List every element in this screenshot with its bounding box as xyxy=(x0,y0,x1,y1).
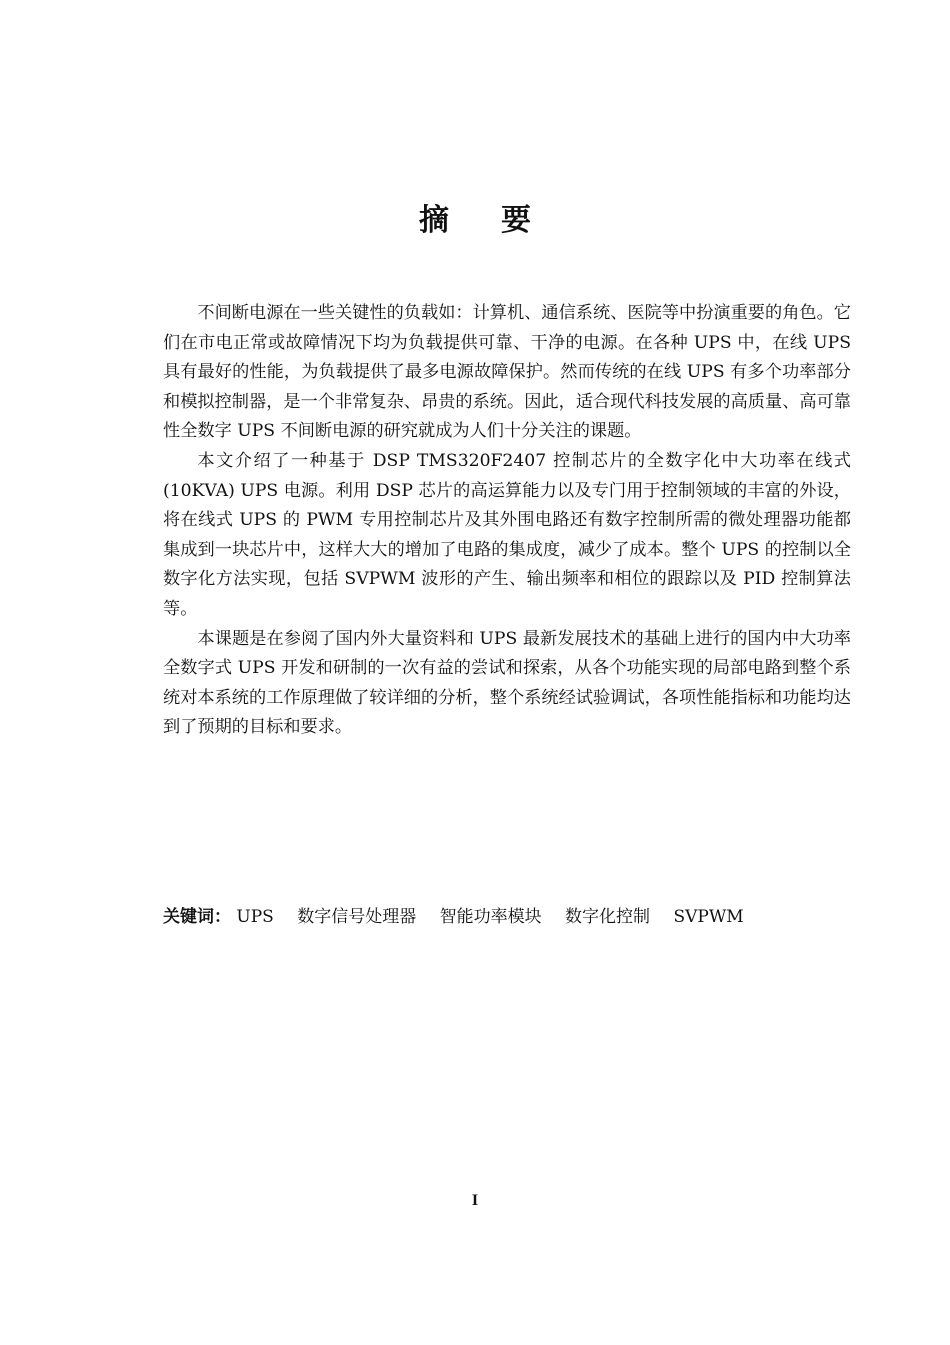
keyword-3: 智能功率模块 xyxy=(439,907,542,927)
keyword-5: SVPWM xyxy=(673,907,744,927)
keyword-4: 数字化控制 xyxy=(565,907,651,927)
abstract-paragraph-3: 本课题是在参阅了国内外大量资料和 UPS 最新发展技术的基础上进行的国内中大功率全数字式 UPS 开发和研制的一次有益的尝试和探索，从各个功能实现的局部电路到整个系统对本系统的工作原理做了较详细的分析，整个系统经试验调试，各项性能指标和功能均达到了预期的目标和要求。 xyxy=(163,628,851,738)
keyword-1: UPS xyxy=(236,907,274,927)
abstract-paragraph-1: 不间断电源在一些关键性的负载如：计算机、通信系统、医院等中扮演重要的角色。它们在市电正常或故障情况下均为负载提供可靠、干净的电源。在各种 UPS 中，在线 UPS 具有最好的性能，为负载提供了最多电源故障保护。然而传统的在线 UPS 有多个功率部分和模拟控制器，是一个非常复杂、昂贵的系统。因此，适合现代科技发展的高质量、高可靠性全数字 UPS 不间断电源的研究就成为人们十分关注的课题。 xyxy=(163,303,851,442)
keyword-2: 数字信号处理器 xyxy=(297,907,417,927)
keywords-label: 关键词： xyxy=(163,907,231,927)
page-number: I xyxy=(471,1192,479,1209)
keywords-line xyxy=(163,904,851,930)
abstract-body xyxy=(163,299,851,743)
abstract-title: 摘要 xyxy=(419,203,583,238)
abstract-paragraph-2: 本文介绍了一种基于 DSP TMS320F2407 控制芯片的全数字化中大功率在线式(10KVA) UPS 电源。利用 DSP 芯片的高运算能力以及专门用于控制领域的丰富的外设，将在线式 UPS 的 PWM 专用控制芯片及其外围电路还有数字控制所需的微处理器功能都集成到一块芯片中，这样大大的增加了电路的集成度，减少了成本。整个 UPS 的控制以全数字化方法实现，包括 SVPWM 波形的产生、输出频率和相位的跟踪以及 PID 控制算法等。 xyxy=(163,450,851,619)
